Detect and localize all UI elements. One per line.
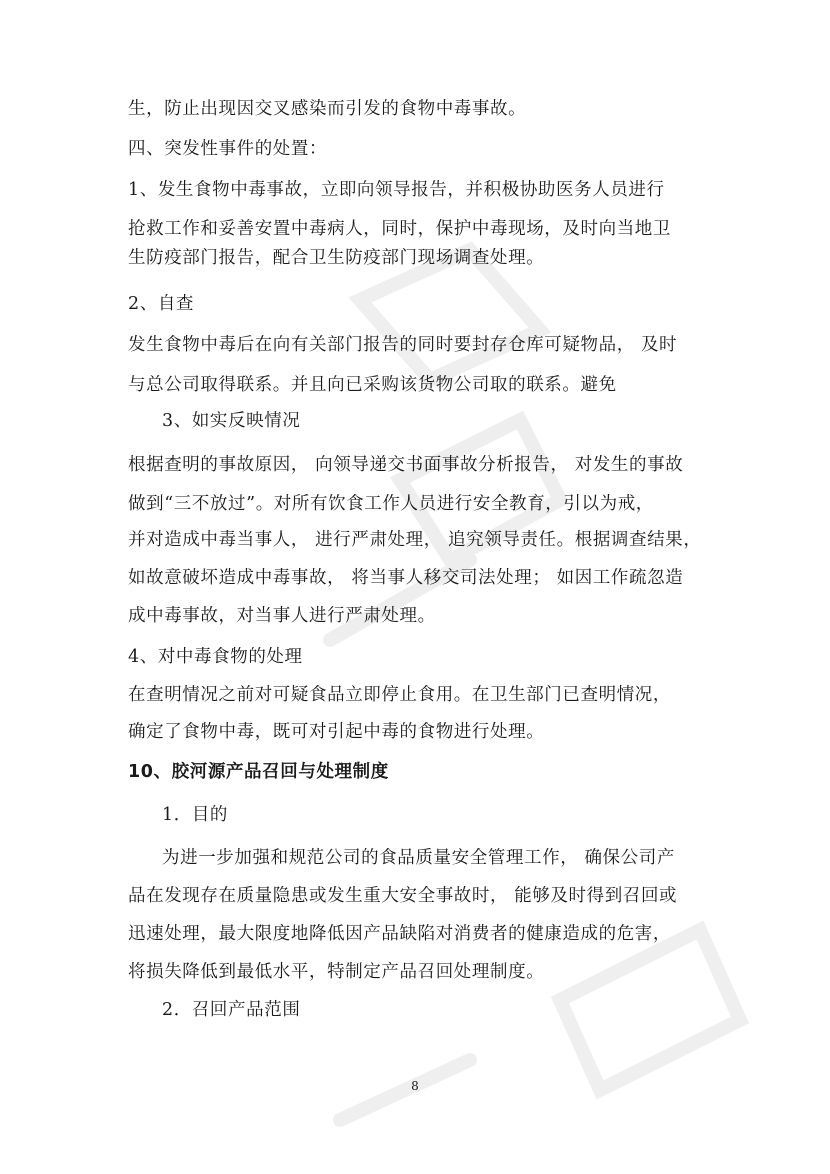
text-line-11: 做到“三不放过”。对所有饮食工作人员进行安全教育，引以为戒， — [128, 494, 654, 514]
text-line-1: 生，防止出现因交叉感染而引发的食物中毒事故。 — [128, 99, 527, 119]
subsection-self-check: 2、自查 — [128, 294, 195, 314]
subsection-purpose: 1．目的 — [162, 805, 229, 825]
text-line-4: 抢救工作和妥善安置中毒病人，同时，保护中毒现场，及时向当地卫 — [128, 219, 671, 239]
text-line-21: 品在发现存在质量隐患或发生重大安全事故时， 能够及时得到召回或 — [128, 886, 678, 906]
text-line-3: 1、发生食物中毒事故，立即向领导报告，并积极协助医务人员进行 — [128, 180, 665, 200]
text-line-16: 在查明情况之前对可疑食品立即停止食用。在卫生部门已查明情况， — [128, 685, 671, 705]
subsection-poisoned-food: 4、对中毒食物的处理 — [128, 647, 303, 667]
text-line-17: 确定了食物中毒，既可对引起中毒的食物进行处理。 — [128, 722, 545, 742]
text-line-13: 如故意破坏造成中毒事故， 将当事人移交司法处理； 如因工作疏忽造 — [128, 568, 684, 588]
text-line-12: 并对造成中毒当事人， 进行严肃处理， 追究领导责任。根据调查结果， — [128, 530, 702, 550]
subsection-recall-scope: 2．召回产品范围 — [162, 1000, 301, 1020]
section-heading-emergency: 四、突发性事件的处置： — [128, 139, 328, 159]
subsection-report-truthfully: 3、如实反映情况 — [162, 411, 301, 431]
text-line-7: 发生食物中毒后在向有关部门报告的同时要封存仓库可疑物品， 及时 — [128, 335, 678, 355]
text-line-8: 与总公司取得联系。并且向已采购该货物公司取的联系。避免 — [128, 375, 617, 395]
text-line-5: 生防疫部门报告，配合卫生防疫部门现场调查处理。 — [128, 248, 545, 268]
page-number: 8 — [411, 1079, 419, 1093]
text-line-14: 成中毒事故，对当事人进行严肃处理。 — [128, 606, 436, 626]
text-line-23: 将损失降低到最低水平，特制定产品召回处理制度。 — [128, 962, 545, 982]
text-line-22: 迅速处理，最大限度地降低因产品缺陷对消费者的健康造成的危害， — [128, 924, 671, 944]
section-heading-recall: 10、胶河源产品召回与处理制度 — [128, 762, 389, 782]
text-line-10: 根据查明的事故原因， 向领导递交书面事故分析报告， 对发生的事故 — [128, 455, 684, 475]
text-line-20: 为进一步加强和规范公司的食品质量安全管理工作， 确保公司产 — [162, 848, 675, 868]
